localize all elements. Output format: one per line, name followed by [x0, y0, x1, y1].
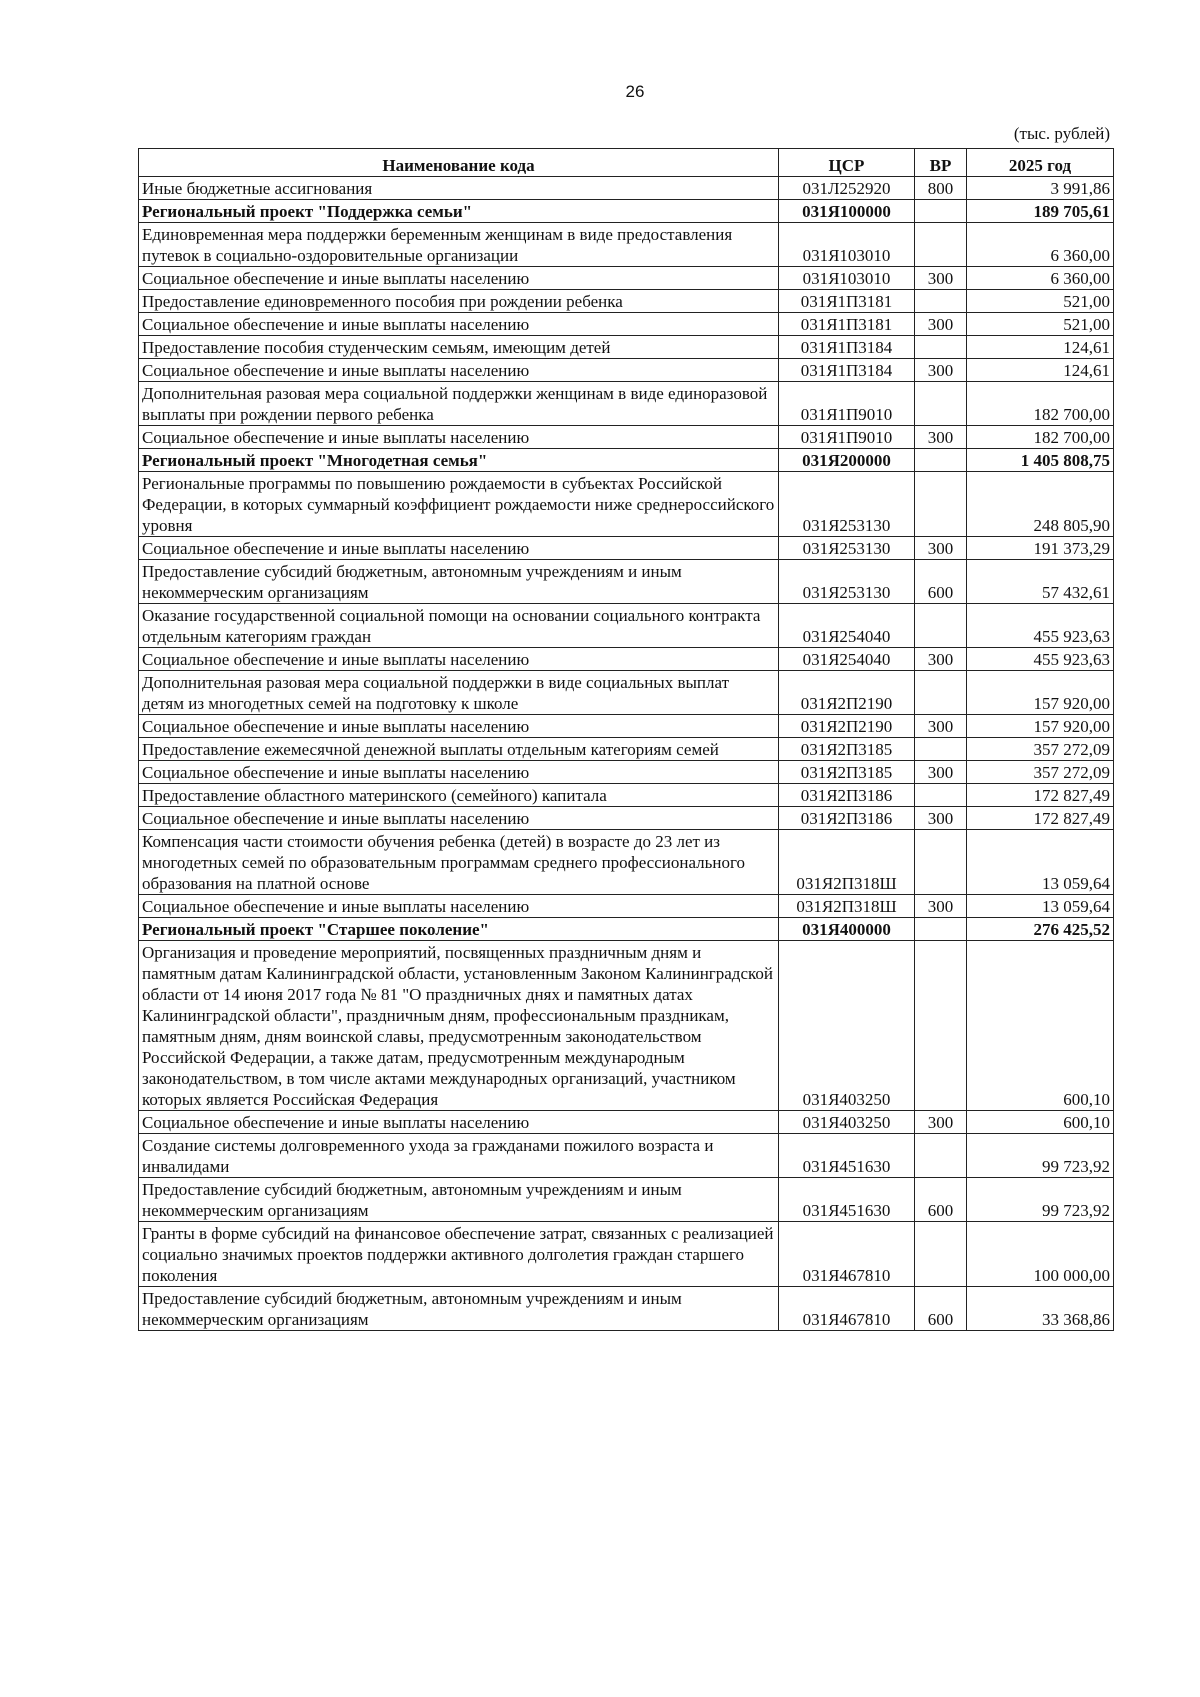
row-name-cell: Гранты в форме субсидий на финансовое обеспечение затрат, связанных с реализацией социально значимых проектов поддержки активного долголетия граждан старшего поколения [139, 1222, 779, 1287]
row-vr-cell: 300 [915, 648, 967, 671]
row-vr-cell: 300 [915, 313, 967, 336]
row-vr-cell: 300 [915, 807, 967, 830]
row-csr-cell: 031Я1П3184 [779, 336, 915, 359]
row-sum-cell: 157 920,00 [967, 671, 1114, 715]
row-vr-cell: 300 [915, 359, 967, 382]
row-name-cell: Региональный проект "Старшее поколение" [139, 918, 779, 941]
row-sum-cell: 33 368,86 [967, 1287, 1114, 1331]
row-sum-cell: 189 705,61 [967, 200, 1114, 223]
row-sum-cell: 357 272,09 [967, 738, 1114, 761]
row-csr-cell: 031Я1П9010 [779, 382, 915, 426]
row-csr-cell: 031Я1П9010 [779, 426, 915, 449]
row-csr-cell: 031Я2П3186 [779, 784, 915, 807]
row-sum-cell: 182 700,00 [967, 426, 1114, 449]
row-vr-cell [915, 830, 967, 895]
table-row [139, 313, 1114, 336]
row-csr-cell: 031Л252920 [779, 177, 915, 200]
row-sum-cell: 276 425,52 [967, 918, 1114, 941]
row-name-cell: Иные бюджетные ассигнования [139, 177, 779, 200]
table-row [139, 671, 1114, 715]
row-csr-cell: 031Я2П2190 [779, 671, 915, 715]
row-csr-cell: 031Я403250 [779, 941, 915, 1111]
table-row [139, 449, 1114, 472]
table-row [139, 830, 1114, 895]
row-vr-cell: 600 [915, 1287, 967, 1331]
header-vr: ВР [915, 149, 967, 177]
row-sum-cell: 357 272,09 [967, 761, 1114, 784]
row-vr-cell [915, 941, 967, 1111]
table-row [139, 784, 1114, 807]
table-header-row [139, 149, 1114, 177]
row-vr-cell [915, 449, 967, 472]
row-sum-cell: 13 059,64 [967, 830, 1114, 895]
row-csr-cell: 031Я103010 [779, 267, 915, 290]
table-row [139, 290, 1114, 313]
row-name-cell: Дополнительная разовая мера социальной поддержки в виде социальных выплат детям из многодетных семей на подготовку к школе [139, 671, 779, 715]
row-name-cell: Социальное обеспечение и иные выплаты населению [139, 895, 779, 918]
row-name-cell: Единовременная мера поддержки беременным женщинам в виде предоставления путевок в социально-оздоровительные организации [139, 223, 779, 267]
row-csr-cell: 031Я451630 [779, 1178, 915, 1222]
table-row [139, 223, 1114, 267]
row-name-cell: Оказание государственной социальной помощи на основании социального контракта отдельным категориям граждан [139, 604, 779, 648]
row-csr-cell: 031Я254040 [779, 648, 915, 671]
row-csr-cell: 031Я400000 [779, 918, 915, 941]
units-label: (тыс. рублей) [1013, 124, 1110, 143]
table-row [139, 604, 1114, 648]
row-name-cell: Дополнительная разовая мера социальной поддержки женщинам в виде единоразовой выплаты при рождении первого ребенка [139, 382, 779, 426]
page-number: 26 [625, 82, 645, 101]
row-name-cell: Социальное обеспечение и иные выплаты населению [139, 313, 779, 336]
row-csr-cell: 031Я1П3181 [779, 290, 915, 313]
budget-table [138, 148, 1114, 1331]
row-sum-cell: 455 923,63 [967, 648, 1114, 671]
table-row [139, 918, 1114, 941]
row-name-cell: Социальное обеспечение и иные выплаты населению [139, 359, 779, 382]
row-name-cell: Предоставление субсидий бюджетным, автономным учреждениям и иным некоммерческим организациям [139, 1178, 779, 1222]
row-name-cell: Социальное обеспечение и иные выплаты населению [139, 537, 779, 560]
row-sum-cell: 521,00 [967, 313, 1114, 336]
row-name-cell: Социальное обеспечение и иные выплаты населению [139, 761, 779, 784]
row-vr-cell: 600 [915, 1178, 967, 1222]
row-name-cell: Социальное обеспечение и иные выплаты населению [139, 715, 779, 738]
row-name-cell: Компенсация части стоимости обучения ребенка (детей) в возрасте до 23 лет из многодетных семей по образовательным программам среднего профессионального образования на платной основе [139, 830, 779, 895]
row-vr-cell: 600 [915, 560, 967, 604]
table-row [139, 200, 1114, 223]
row-vr-cell [915, 200, 967, 223]
row-sum-cell: 172 827,49 [967, 807, 1114, 830]
row-vr-cell [915, 336, 967, 359]
row-name-cell: Социальное обеспечение и иные выплаты населению [139, 426, 779, 449]
header-sum: 2025 год [967, 149, 1114, 177]
row-csr-cell: 031Я103010 [779, 223, 915, 267]
table-row [139, 738, 1114, 761]
row-vr-cell: 300 [915, 426, 967, 449]
row-csr-cell: 031Я2П318Ш [779, 895, 915, 918]
row-name-cell: Предоставление субсидий бюджетным, автономным учреждениям и иным некоммерческим организациям [139, 1287, 779, 1331]
row-vr-cell: 300 [915, 1111, 967, 1134]
header-name: Наименование кода [139, 149, 779, 177]
table-row [139, 426, 1114, 449]
row-name-cell: Организация и проведение мероприятий, посвященных праздничным дням и памятным датам Калининградской области, установленным Законом Калининградской области от 14 июня 2017 года № 81 "О праздничных днях и памятных датах Калининградской области", праздничным дням, профессиональным праздникам, памятным дням, дням воинской славы, предусмотренным законодательством Российской Федерации, а также датам, предусмотренным международным законодательством, в том числе актами международных организаций, участником которых является Российская Федерация [139, 941, 779, 1111]
row-sum-cell: 1 405 808,75 [967, 449, 1114, 472]
row-sum-cell: 600,10 [967, 1111, 1114, 1134]
row-vr-cell [915, 382, 967, 426]
table-row [139, 715, 1114, 738]
table-row [139, 359, 1114, 382]
table-row [139, 177, 1114, 200]
row-vr-cell: 300 [915, 537, 967, 560]
table-row [139, 895, 1114, 918]
row-sum-cell: 13 059,64 [967, 895, 1114, 918]
row-csr-cell: 031Я467810 [779, 1287, 915, 1331]
row-csr-cell: 031Я100000 [779, 200, 915, 223]
row-name-cell: Предоставление областного материнского (семейного) капитала [139, 784, 779, 807]
row-csr-cell: 031Я254040 [779, 604, 915, 648]
row-sum-cell: 99 723,92 [967, 1134, 1114, 1178]
table-row [139, 537, 1114, 560]
table-row [139, 1287, 1114, 1331]
row-csr-cell: 031Я253130 [779, 560, 915, 604]
table-body [139, 177, 1114, 1331]
row-sum-cell: 124,61 [967, 336, 1114, 359]
row-sum-cell: 99 723,92 [967, 1178, 1114, 1222]
row-csr-cell: 031Я403250 [779, 1111, 915, 1134]
table-row [139, 267, 1114, 290]
row-vr-cell [915, 223, 967, 267]
table-row [139, 761, 1114, 784]
row-sum-cell: 157 920,00 [967, 715, 1114, 738]
table-row [139, 472, 1114, 537]
row-sum-cell: 124,61 [967, 359, 1114, 382]
row-vr-cell: 300 [915, 761, 967, 784]
row-vr-cell [915, 784, 967, 807]
row-name-cell: Предоставление ежемесячной денежной выплаты отдельным категориям семей [139, 738, 779, 761]
row-name-cell: Региональный проект "Многодетная семья" [139, 449, 779, 472]
row-vr-cell: 800 [915, 177, 967, 200]
row-sum-cell: 521,00 [967, 290, 1114, 313]
row-vr-cell [915, 604, 967, 648]
row-csr-cell: 031Я2П318Ш [779, 830, 915, 895]
header-csr: ЦСР [779, 149, 915, 177]
table-row [139, 560, 1114, 604]
row-vr-cell [915, 1134, 967, 1178]
row-csr-cell: 031Я467810 [779, 1222, 915, 1287]
row-vr-cell: 300 [915, 715, 967, 738]
row-sum-cell: 600,10 [967, 941, 1114, 1111]
row-sum-cell: 100 000,00 [967, 1222, 1114, 1287]
table-row [139, 1222, 1114, 1287]
row-name-cell: Социальное обеспечение и иные выплаты населению [139, 1111, 779, 1134]
row-name-cell: Региональные программы по повышению рождаемости в субъектах Российской Федерации, в которых суммарный коэффициент рождаемости ниже среднероссийского уровня [139, 472, 779, 537]
row-vr-cell [915, 671, 967, 715]
row-name-cell: Предоставление пособия студенческим семьям, имеющим детей [139, 336, 779, 359]
row-csr-cell: 031Я253130 [779, 472, 915, 537]
row-sum-cell: 248 805,90 [967, 472, 1114, 537]
table-row [139, 1111, 1114, 1134]
row-sum-cell: 455 923,63 [967, 604, 1114, 648]
row-csr-cell: 031Я253130 [779, 537, 915, 560]
row-name-cell: Социальное обеспечение и иные выплаты населению [139, 648, 779, 671]
row-csr-cell: 031Я1П3184 [779, 359, 915, 382]
row-csr-cell: 031Я2П3186 [779, 807, 915, 830]
row-csr-cell: 031Я2П3185 [779, 738, 915, 761]
table-row [139, 807, 1114, 830]
row-name-cell: Предоставление субсидий бюджетным, автономным учреждениям и иным некоммерческим организациям [139, 560, 779, 604]
row-sum-cell: 172 827,49 [967, 784, 1114, 807]
row-csr-cell: 031Я451630 [779, 1134, 915, 1178]
row-vr-cell: 300 [915, 267, 967, 290]
row-sum-cell: 182 700,00 [967, 382, 1114, 426]
table-row [139, 1178, 1114, 1222]
row-name-cell: Социальное обеспечение и иные выплаты населению [139, 267, 779, 290]
row-sum-cell: 6 360,00 [967, 223, 1114, 267]
row-sum-cell: 191 373,29 [967, 537, 1114, 560]
row-vr-cell [915, 290, 967, 313]
row-name-cell: Создание системы долговременного ухода за гражданами пожилого возраста и инвалидами [139, 1134, 779, 1178]
row-vr-cell: 300 [915, 895, 967, 918]
row-csr-cell: 031Я200000 [779, 449, 915, 472]
row-csr-cell: 031Я1П3181 [779, 313, 915, 336]
table-row [139, 336, 1114, 359]
table-row [139, 1134, 1114, 1178]
row-sum-cell: 57 432,61 [967, 560, 1114, 604]
row-vr-cell [915, 918, 967, 941]
row-vr-cell [915, 738, 967, 761]
row-csr-cell: 031Я2П3185 [779, 761, 915, 784]
row-name-cell: Предоставление единовременного пособия при рождении ребенка [139, 290, 779, 313]
table-row [139, 648, 1114, 671]
row-name-cell: Социальное обеспечение и иные выплаты населению [139, 807, 779, 830]
row-sum-cell: 6 360,00 [967, 267, 1114, 290]
row-vr-cell [915, 472, 967, 537]
row-vr-cell [915, 1222, 967, 1287]
row-sum-cell: 3 991,86 [967, 177, 1114, 200]
table-row [139, 941, 1114, 1111]
table-row [139, 382, 1114, 426]
row-name-cell: Региональный проект "Поддержка семьи" [139, 200, 779, 223]
row-csr-cell: 031Я2П2190 [779, 715, 915, 738]
